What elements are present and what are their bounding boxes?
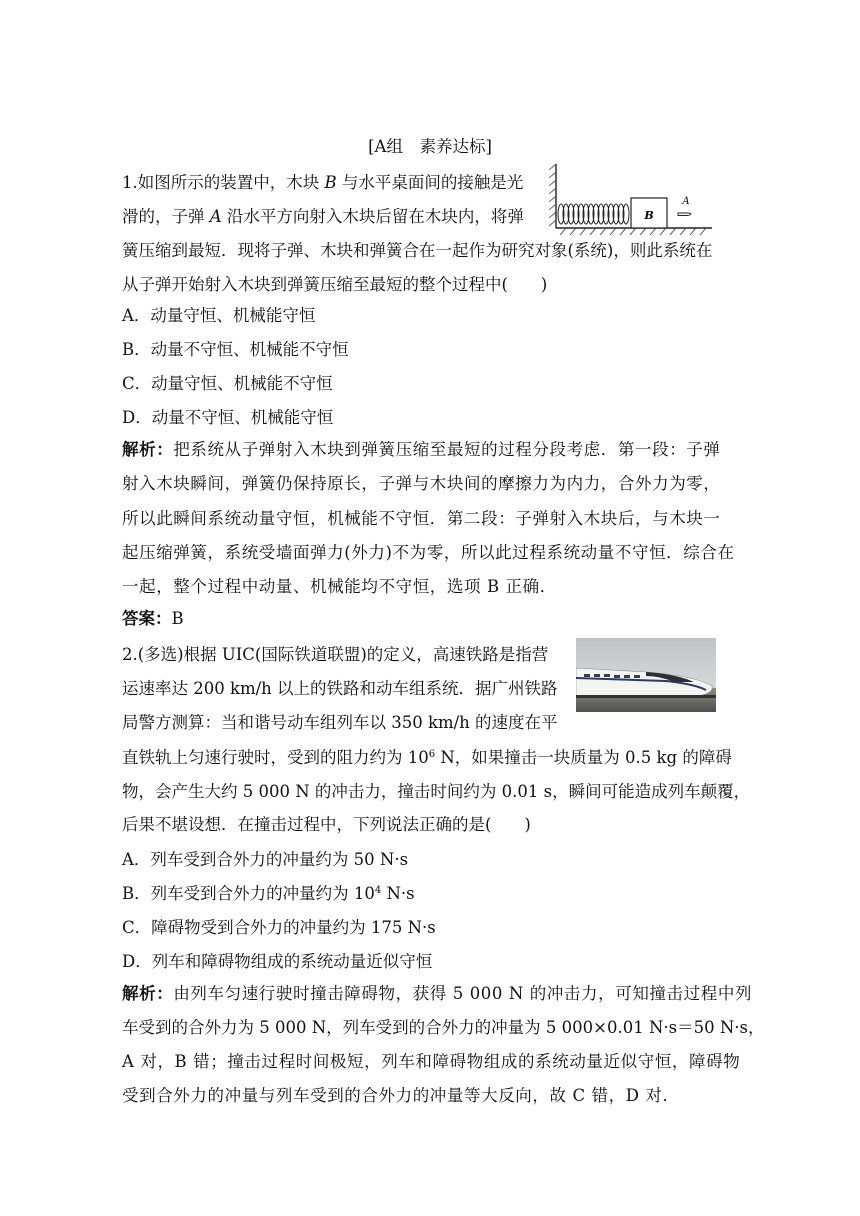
- q1-answer: [122, 608, 184, 630]
- bullet-a: [678, 213, 691, 216]
- q1-analysis-line-3: 所以此瞬间系统动量守恒，机械能不守恒．第二段：子弹射入木块后，与木块一: [122, 509, 721, 528]
- analysis-label: 解析：: [122, 440, 174, 459]
- q1-analysis-line-4: 起压缩弹簧，系统受墙面弹力(外力)不为零，所以此过程系统动量不守恒．综合在: [122, 543, 735, 562]
- q2-exponent: 6: [428, 749, 436, 760]
- q1-analysis-line-2: 射入木块瞬间，弹簧仍保持原长，子弹与木块间的摩擦力为内力，合外力为零，: [122, 474, 721, 493]
- q2-text: N·s: [381, 884, 415, 903]
- q1-text: 与水平桌面间的接触是光: [336, 173, 524, 192]
- spring-coil: [558, 204, 629, 224]
- q2-stem-line-6: 后果不堪设想．在撞击过程中，下列说法正确的是( ): [122, 815, 531, 834]
- q2-text: 直铁轨上匀速行驶时，受到的阻力约为 10: [122, 748, 429, 767]
- q1-text: 1.如图所示的装置中，木块: [122, 173, 325, 192]
- q2-text: N，如果撞击一块质量为 0.5 kg 的障碍: [435, 748, 732, 767]
- q1-analysis-line-1: [122, 439, 721, 461]
- q1-var-a: A: [209, 207, 222, 226]
- q2-option-c: C．障碍物受到合外力的冲量约为 175 N·s: [122, 918, 436, 937]
- q1-analysis-line-5: 一起，整个过程中动量、机械能均不守恒，选项 B 正确．: [122, 577, 557, 596]
- q2-option-d: D．列车和障碍物组成的系统动量近似守恒: [122, 952, 433, 971]
- q1-option-c: C．动量守恒、机械能不守恒: [122, 374, 333, 393]
- q1-text: 沿水平方向射入木块后留在木块内，将弹: [221, 207, 524, 226]
- analysis-text: 由列车匀速行驶时撞击障碍物，获得 5 000 N 的冲击力，可知撞击过程中列: [173, 984, 753, 1003]
- q2-stem-line-5: 物，会产生大约 5 000 N 的冲击力，撞击时间约为 0.01 s，瞬间可能造成列车颠覆，: [122, 782, 751, 801]
- q2-option-a: A．列车受到合外力的冲量约为 50 N·s: [122, 850, 409, 869]
- answer-label: 答案：: [122, 609, 172, 628]
- q1-stem-line-3: 簧压缩到最短．现将子弹、木块和弹簧合在一起作为研究对象(系统)，则此系统在: [122, 241, 713, 260]
- q1-option-b: B．动量不守恒、机械能不守恒: [122, 340, 349, 359]
- q1-stem-line-1: [122, 172, 523, 194]
- q1-option-d: D．动量不守恒、机械能守恒: [122, 408, 334, 427]
- q2-option-b: [122, 883, 415, 905]
- q2-analysis-line-4: 受到合外力的冲量与列车受到的合外力的冲量等大反向，故 C 错，D 对．: [122, 1086, 680, 1105]
- q1-stem-line-4: 从子弹开始射入木块到弹簧压缩至最短的整个过程中( ): [122, 275, 548, 294]
- q2-analysis-line-2: 车受到的合外力为 5 000 N，列车受到的合外力的冲量为 5 000×0.01 N·s＝50 N·s，: [122, 1018, 765, 1037]
- q2-stem-line-4: [122, 747, 732, 769]
- q2-exponent: 4: [374, 885, 382, 896]
- train-photo: [576, 638, 716, 712]
- q2-text: B．列车受到合外力的冲量约为 10: [122, 884, 375, 903]
- block-label: B: [644, 209, 654, 222]
- section-title: [A组 素养达标]: [368, 137, 492, 156]
- q1-option-a: A．动量守恒、机械能守恒: [122, 306, 316, 325]
- q2-stem-line-1: 2.(多选)根据 UIC(国际铁道联盟)的定义，高速铁路是指营: [122, 645, 549, 664]
- q2-stem-line-3: 局警方测算：当和谐号动车组列车以 350 km/h 的速度在平: [122, 713, 558, 732]
- q2-analysis-line-1: [122, 983, 752, 1005]
- q1-text: 滑的，子弹: [122, 207, 210, 226]
- q1-var-b: B: [324, 173, 337, 192]
- q2-analysis-line-3: A 对，B 错；撞击过程时间极短，列车和障碍物组成的系统动量近似守恒，障碍物: [122, 1052, 741, 1071]
- q2-stem-line-2: 运速率达 200 km/h 以上的铁路和动车组系统．据广州铁路: [122, 679, 558, 698]
- analysis-text: 把系统从子弹射入木块到弹簧压缩至最短的过程分段考虑．第一段：子弹: [173, 440, 721, 459]
- q1-stem-line-2: [122, 206, 524, 228]
- bullet-label: A: [682, 196, 690, 207]
- answer-value: B: [171, 609, 184, 628]
- spring-block-figure: [548, 160, 718, 236]
- analysis-label: 解析：: [122, 984, 174, 1003]
